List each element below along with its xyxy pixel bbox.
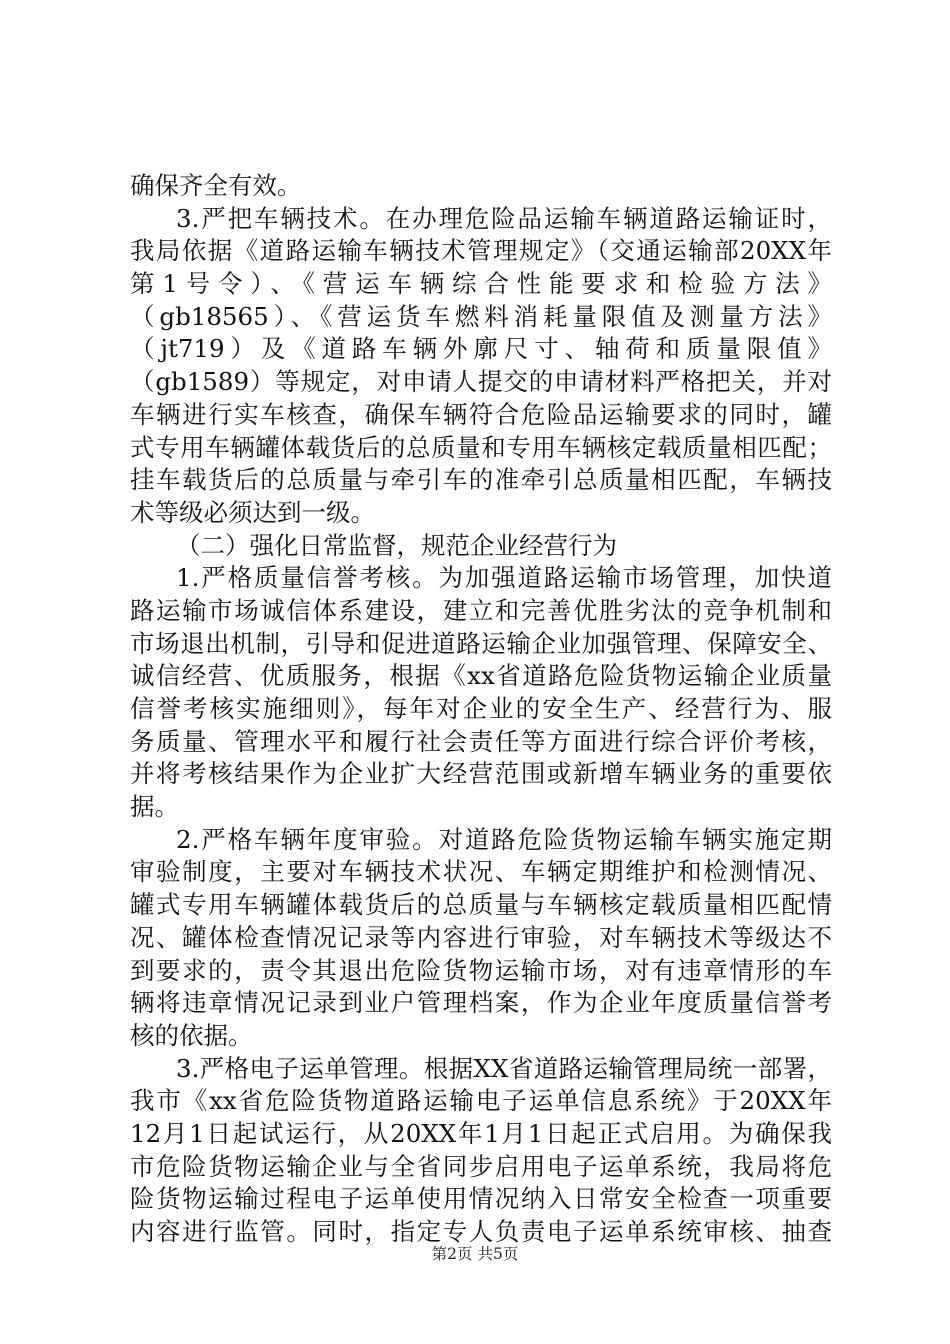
text-line: 12月1日起试运行，从20XX年1月1日起正式启用。为确保我: [130, 1118, 832, 1148]
body-text: [130, 170, 832, 1249]
text-line: （二）强化日常监督，规范企业经营行为: [176, 530, 617, 560]
text-line: 我局依据《道路运输车辆技术管理规定》（交通运输部20XX年: [130, 236, 832, 266]
text-line: 罐式专用车辆罐体载货后的总质量与车辆核定载质量相匹配情: [130, 890, 832, 920]
text-line: 险货物运输过程电子运单使用情况纳入日常安全检查一项重要: [130, 1184, 832, 1214]
text-line: 核的依据。: [130, 1020, 253, 1050]
text-line: 我市《xx省危险货物道路运输电子运单信息系统》于20XX年: [130, 1086, 832, 1116]
text-line: 挂车载货后的总质量与牵引车的准牵引总质量相匹配，车辆技: [130, 465, 832, 495]
page-footer: 第2页 共5页: [431, 1245, 519, 1263]
text-line: 辆将违章情况记录到业户管理档案，作为企业年度质量信誉考: [130, 988, 832, 1018]
text-line: 据。: [130, 792, 179, 822]
text-line: （jt719）及《道路车辆外廓尺寸、轴荷和质量限值》: [130, 334, 832, 364]
text-line: 信誉考核实施细则》，每年对企业的安全生产、经营行为、服: [130, 694, 832, 723]
text-line: 第1号令）、《营运车辆综合性能要求和检验方法》: [130, 269, 832, 299]
text-line: 到要求的，责令其退出危险货物运输市场，对有违章情形的车: [130, 955, 832, 985]
text-line: 务质量、管理水平和履行社会责任等方面进行综合评价考核，: [130, 726, 832, 756]
text-line: 诚信经营、优质服务，根据《xx省道路危险货物运输企业质量: [130, 661, 832, 691]
text-line: 车辆进行实车核查，确保车辆符合危险品运输要求的同时，罐: [130, 399, 832, 429]
text-line: 2.严格车辆年度审验。对道路危险货物运输车辆实施定期: [176, 824, 832, 854]
text-line: （gb18565）、《营运货车燃料消耗量限值及测量方法》: [130, 301, 832, 331]
text-line: 术等级必须达到一级。: [130, 497, 375, 527]
text-line: 路运输市场诚信体系建设，建立和完善优胜劣汰的竞争机制和: [130, 595, 832, 625]
text-line: 式专用车辆罐体载货后的总质量和专用车辆核定载质量相匹配；: [130, 432, 832, 462]
text-line: 确保齐全有效。: [130, 171, 302, 200]
text-line: 审验制度，主要对车辆技术状况、车辆定期维护和检测情况、: [130, 857, 832, 887]
text-line: 市场退出机制，引导和促进道路运输企业加强管理、保障安全、: [130, 628, 832, 658]
text-line: 3.严格电子运单管理。根据XX省道路运输管理局统一部署，: [176, 1053, 832, 1083]
text-line: 况、罐体检查情况记录等内容进行审验，对车辆技术等级达不: [130, 922, 832, 952]
text-line: （gb1589）等规定，对申请人提交的申请材料严格把关，并对: [130, 367, 832, 397]
text-line: 市危险货物运输企业与全省同步启用电子运单系统，我局将危: [130, 1151, 832, 1181]
text-line: 内容进行监管。同时，指定专人负责电子运单系统审核、抽查: [130, 1217, 832, 1246]
text-line: 1.严格质量信誉考核。为加强道路运输市场管理，加快道: [176, 563, 832, 593]
text-line: 并将考核结果作为企业扩大经营范围或新增车辆业务的重要依: [130, 759, 832, 789]
text-line: 3.严把车辆技术。在办理危险品运输车辆道路运输证时，: [176, 203, 832, 233]
